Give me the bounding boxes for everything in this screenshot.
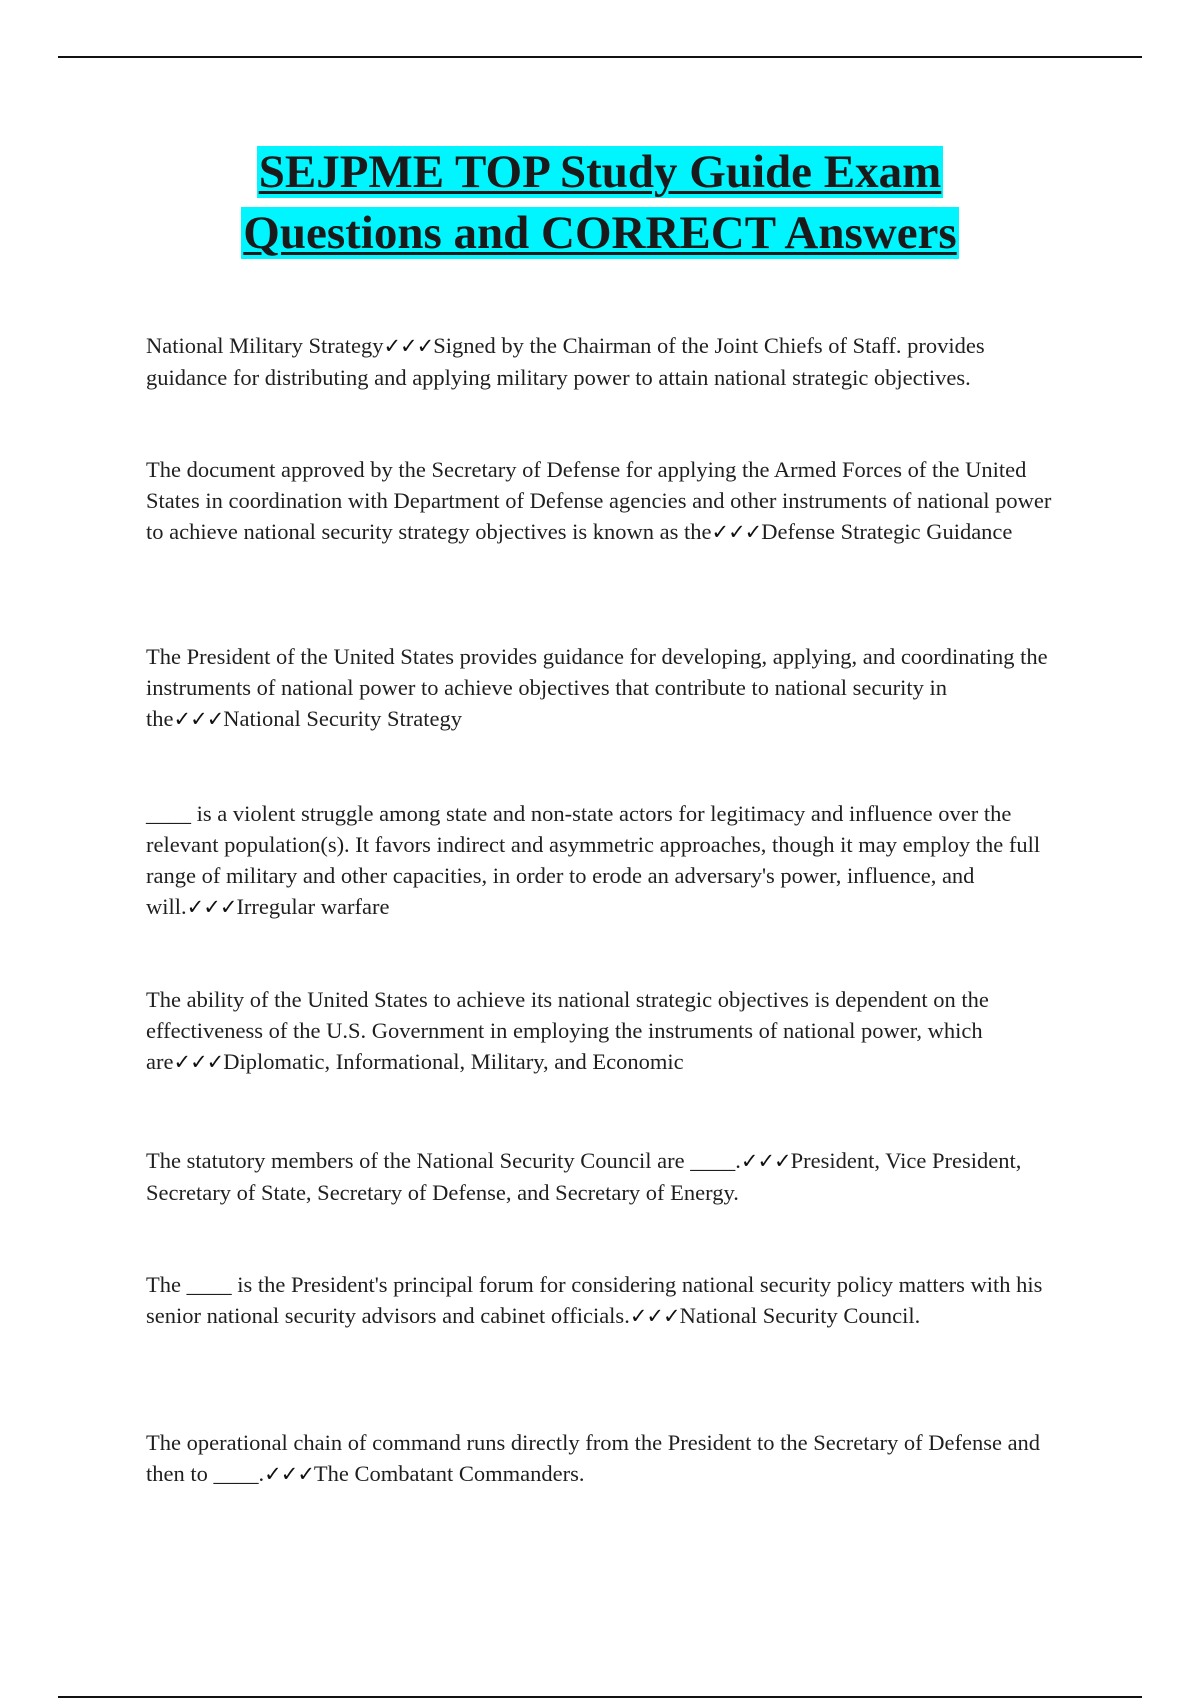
qa-item-1: [146, 330, 1056, 393]
checkmark-icon: ✓✓✓: [740, 1149, 791, 1173]
checkmark-icon: ✓✓✓: [383, 334, 434, 358]
question-text: The President of the United States provides guidance for developing, applying, and coordinating the instruments of national power to achieve objectives that contribute to national security in the: [146, 644, 1048, 731]
answer-text: Signed by the Chairman of the Joint Chiefs of Staff. provides guidance for distributing and applying military power to attain national strategic objectives.: [146, 333, 985, 390]
answer-text: Irregular warfare: [236, 894, 390, 919]
checkmark-icon: ✓✓✓: [264, 1462, 314, 1486]
question-text: ____ is a violent struggle among state and non-state actors for legitimacy and influence over the relevant population(s). It favors indirect and asymmetric approaches, though it may employ the full range of military and other capacities, in order to erode an adversary's power, influence, and will.: [146, 801, 1041, 919]
qa-item-5: [146, 984, 1056, 1078]
checkmark-icon: ✓✓✓: [711, 520, 762, 544]
answer-text: Defense Strategic Guidance: [761, 519, 1013, 544]
qa-item-8: [146, 1427, 1056, 1490]
answer-text: The Combatant Commanders.: [313, 1461, 585, 1486]
question-text: National Military Strategy: [146, 333, 384, 358]
title-line-1: SEJPME TOP Study Guide Exam: [258, 146, 942, 198]
title-line-2: Questions and CORRECT Answers: [243, 207, 957, 259]
header-rule: [58, 56, 1142, 58]
question-text: The ability of the United States to achieve its national strategic objectives is dependent on the effectiveness of the U.S. Government in employing the instruments of national power, which are: [146, 987, 989, 1074]
answer-text: National Security Strategy: [223, 706, 462, 731]
answer-text: President, Vice President, Secretary of State, Secretary of Defense, and Secretary of Energy.: [146, 1148, 1022, 1205]
qa-item-7: [146, 1269, 1056, 1332]
checkmark-icon: ✓✓✓: [173, 1050, 224, 1074]
qa-item-3: [146, 641, 1056, 735]
document-title: [0, 142, 1200, 264]
question-text: The document approved by the Secretary of Defense for applying the Armed Forces of the United States in coordination with Department of Defense agencies and other instruments of national power to achieve national security strategy objectives is known as the: [146, 457, 1052, 544]
checkmark-icon: ✓✓✓: [173, 707, 224, 731]
answer-text: Diplomatic, Informational, Military, and Economic: [223, 1049, 684, 1074]
qa-item-4: [146, 798, 1056, 923]
qa-item-2: [146, 454, 1056, 548]
qa-item-6: [146, 1145, 1056, 1208]
answer-text: National Security Council.: [679, 1303, 921, 1328]
footer-rule: [58, 1696, 1142, 1698]
question-text: The ____ is the President's principal forum for considering national security policy matters with his senior national security advisors and cabinet officials.: [146, 1272, 1043, 1328]
checkmark-icon: ✓✓✓: [629, 1304, 680, 1328]
checkmark-icon: ✓✓✓: [186, 895, 237, 919]
question-text: The statutory members of the National Security Council are ____.: [146, 1148, 741, 1173]
question-text: The operational chain of command runs directly from the President to the Secretary of Defense and then to ____.: [146, 1430, 1041, 1486]
